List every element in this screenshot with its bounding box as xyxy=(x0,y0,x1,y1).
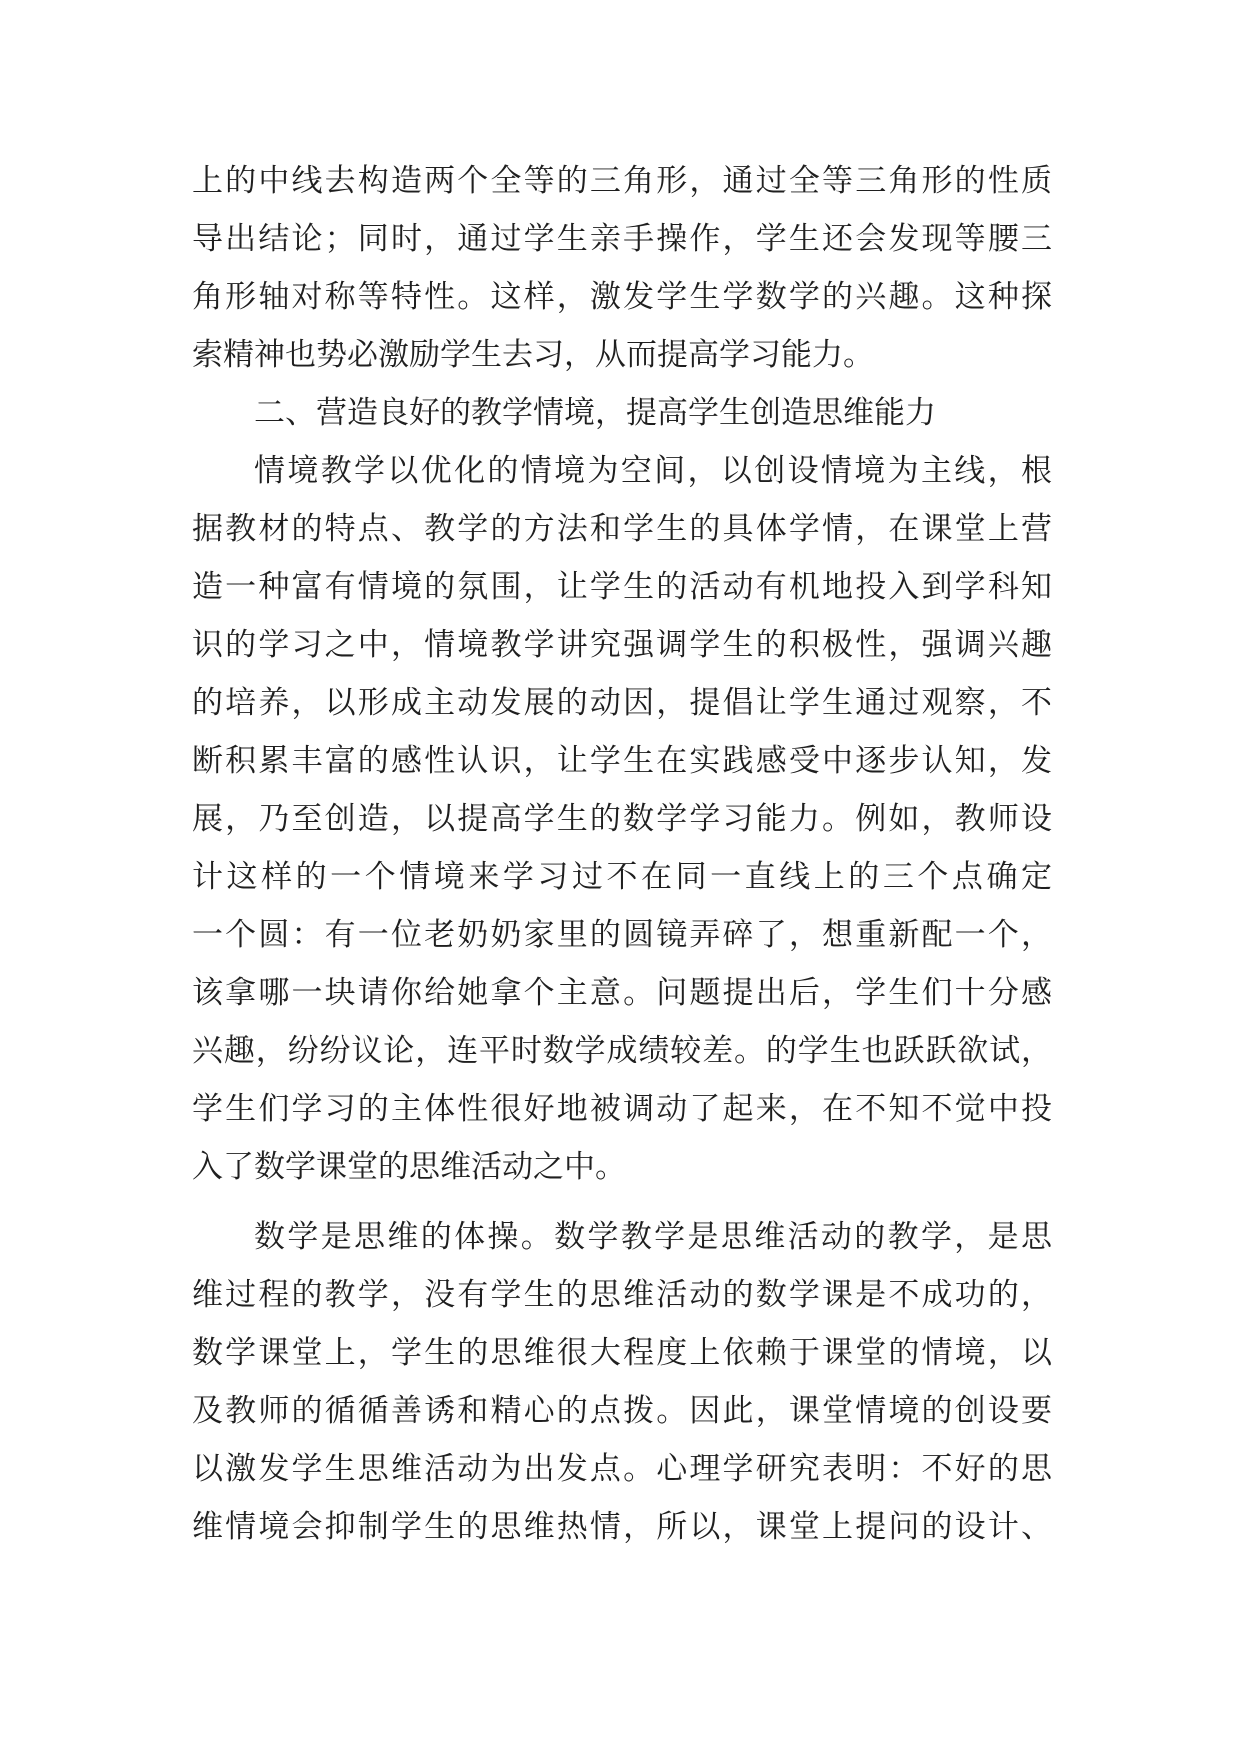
text-line: 展，乃至创造，以提高学生的数学学习能力。例如，教师设 xyxy=(192,801,1052,837)
text-line: 该拿哪一块请你给她拿个主意。问题提出后，学生们十分感 xyxy=(192,975,1052,1011)
text-line: 情境教学以优化的情境为空间，以创设情境为主线，根 xyxy=(254,453,1052,489)
text-line: 的培养，以形成主动发展的动因，提倡让学生通过观察，不 xyxy=(192,685,1052,721)
paragraph-3 xyxy=(192,1208,1052,1556)
text-line: 入了数学课堂的思维活动之中。 xyxy=(192,1149,626,1185)
text-line: 造一种富有情境的氛围，让学生的活动有机地投入到学科知 xyxy=(192,569,1052,605)
paragraph-1 xyxy=(192,152,1052,384)
text-line: 索精神也势必激励学生去习，从而提高学习能力。 xyxy=(192,337,874,373)
text-line: 据教材的特点、教学的方法和学生的具体学情，在课堂上营 xyxy=(192,511,1052,547)
text-line: 兴趣，纷纷议论，连平时数学成绩较差。的学生也跃跃欲试， xyxy=(192,1033,1052,1069)
text-line: 识的学习之中，情境教学讲究强调学生的积极性，强调兴趣 xyxy=(192,627,1052,663)
text-line: 断积累丰富的感性认识，让学生在实践感受中逐步认知，发 xyxy=(192,743,1052,779)
text-line: 计这样的一个情境来学习过不在同一直线上的三个点确定 xyxy=(192,859,1052,895)
section-heading: 二、营造良好的教学情境，提高学生创造思维能力 xyxy=(254,395,936,431)
text-line: 数学是思维的体操。数学教学是思维活动的教学，是思 xyxy=(254,1219,1052,1255)
text-line: 上的中线去构造两个全等的三角形，通过全等三角形的性质 xyxy=(192,163,1052,199)
text-line: 角形轴对称等特性。这样，激发学生学数学的兴趣。这种探 xyxy=(192,279,1052,315)
text-line: 维情境会抑制学生的思维热情，所以，课堂上提问的设计、 xyxy=(192,1509,1052,1545)
text-line: 及教师的循循善诱和精心的点拨。因此，课堂情境的创设要 xyxy=(192,1393,1052,1429)
text-line: 导出结论；同时，通过学生亲手操作，学生还会发现等腰三 xyxy=(192,221,1052,257)
text-line: 一个圆：有一位老奶奶家里的圆镜弄碎了，想重新配一个， xyxy=(192,917,1052,953)
text-line: 以激发学生思维活动为出发点。心理学研究表明：不好的思 xyxy=(192,1451,1052,1487)
document-body xyxy=(192,152,1052,1556)
text-line: 维过程的教学，没有学生的思维活动的数学课是不成功的， xyxy=(192,1277,1052,1313)
paragraph-spacer xyxy=(192,1196,1052,1208)
text-line: 学生们学习的主体性很好地被调动了起来，在不知不觉中投 xyxy=(192,1091,1052,1127)
text-line: 数学课堂上，学生的思维很大程度上依赖于课堂的情境，以 xyxy=(192,1335,1052,1371)
paragraph-2 xyxy=(192,442,1052,1196)
